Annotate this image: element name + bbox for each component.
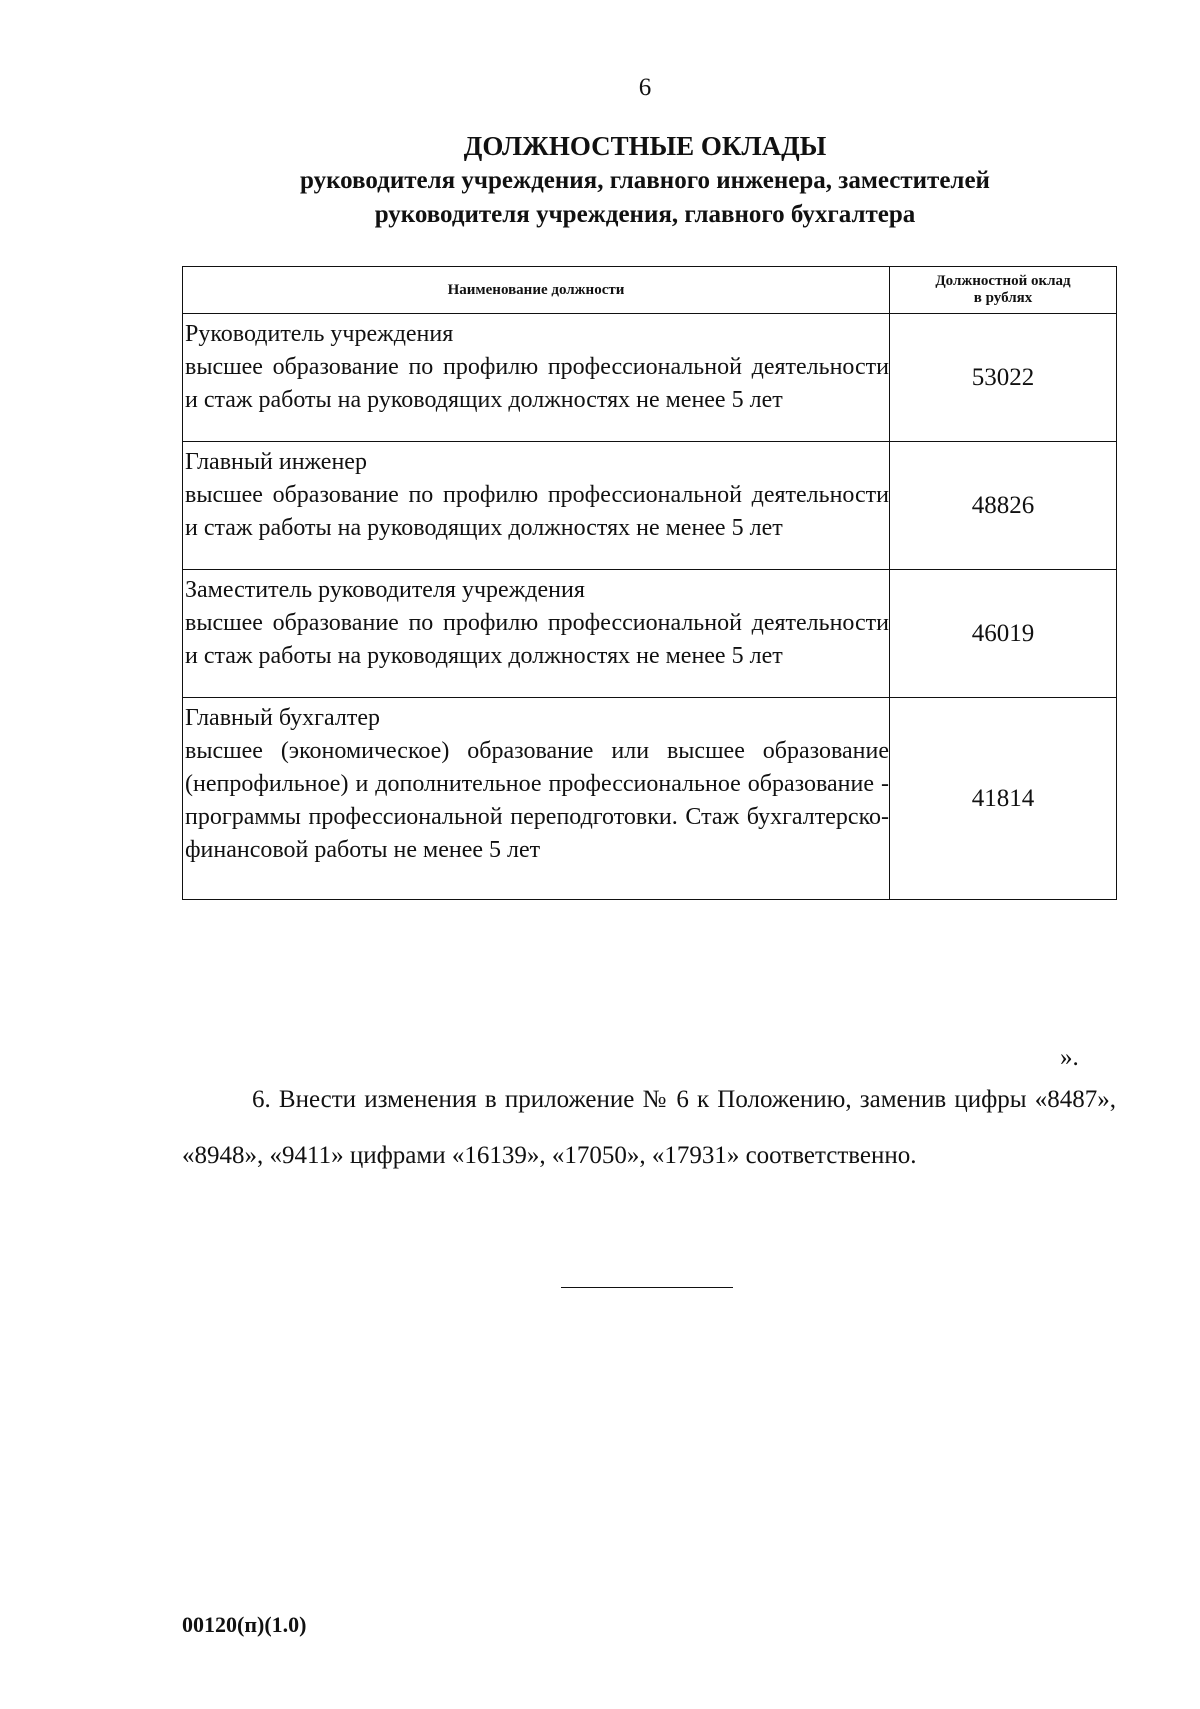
position-cell [183, 442, 890, 570]
header-salary-line-1: Должностной оклад [935, 273, 1071, 289]
position-title: Главный инженер [185, 449, 367, 475]
position-title: Заместитель руководителя учреждения [185, 577, 585, 603]
separator-line [561, 1287, 733, 1288]
position-title: Главный бухгалтер [185, 705, 380, 731]
table-header-row [183, 267, 1117, 314]
document-subtitle-line-1: руководителя учреждения, главного инженера, заместителей [300, 167, 990, 194]
table-row [183, 698, 1117, 900]
document-subtitle-line-2: руководителя учреждения, главного бухгалтера [374, 201, 916, 228]
amendment-paragraph: 6. Внести изменения в приложение № 6 к Положению, заменив цифры «8487», «8948», «9411» цифрами «16139», «17050», «17931» соответственно. [182, 1086, 1116, 1169]
salary-value: 46019 [890, 570, 1117, 698]
table-row [183, 570, 1117, 698]
position-requirements: высшее образование по профилю профессиональной деятельности и стаж работы на руководящих должностях не менее 5 лет [185, 354, 889, 413]
title-block [0, 128, 1200, 232]
header-salary [890, 267, 1117, 314]
document-title: ДОЛЖНОСТНЫЕ ОКЛАДЫ [463, 131, 827, 161]
salary-value: 41814 [890, 698, 1117, 900]
header-salary-line-2: в рублях [973, 290, 1033, 306]
salary-value: 53022 [890, 314, 1117, 442]
table-row [183, 314, 1117, 442]
position-requirements: высшее образование по профилю профессиональной деятельности и стаж работы на руководящих должностях не менее 5 лет [185, 482, 889, 541]
page-number: 6 [638, 74, 652, 101]
position-cell [183, 314, 890, 442]
position-title: Руководитель учреждения [185, 321, 454, 347]
salary-table [182, 266, 1117, 900]
table-row [183, 442, 1117, 570]
document-code: 00120(п)(1.0) [182, 1612, 307, 1637]
position-cell [183, 570, 890, 698]
salary-value: 48826 [890, 442, 1117, 570]
position-cell [183, 698, 890, 900]
position-requirements: высшее образование по профилю профессиональной деятельности и стаж работы на руководящих должностях не менее 5 лет [185, 610, 889, 669]
closing-quote: ». [1060, 1044, 1079, 1071]
position-requirements: высшее (экономическое) образование или высшее образование (непрофильное) и дополнительное профессиональное образование - программы профессиональной переподготовки. Стаж бухгалтерско-финансовой работы не менее 5 лет [185, 738, 889, 863]
header-position-name: Наименование должности [183, 267, 890, 314]
